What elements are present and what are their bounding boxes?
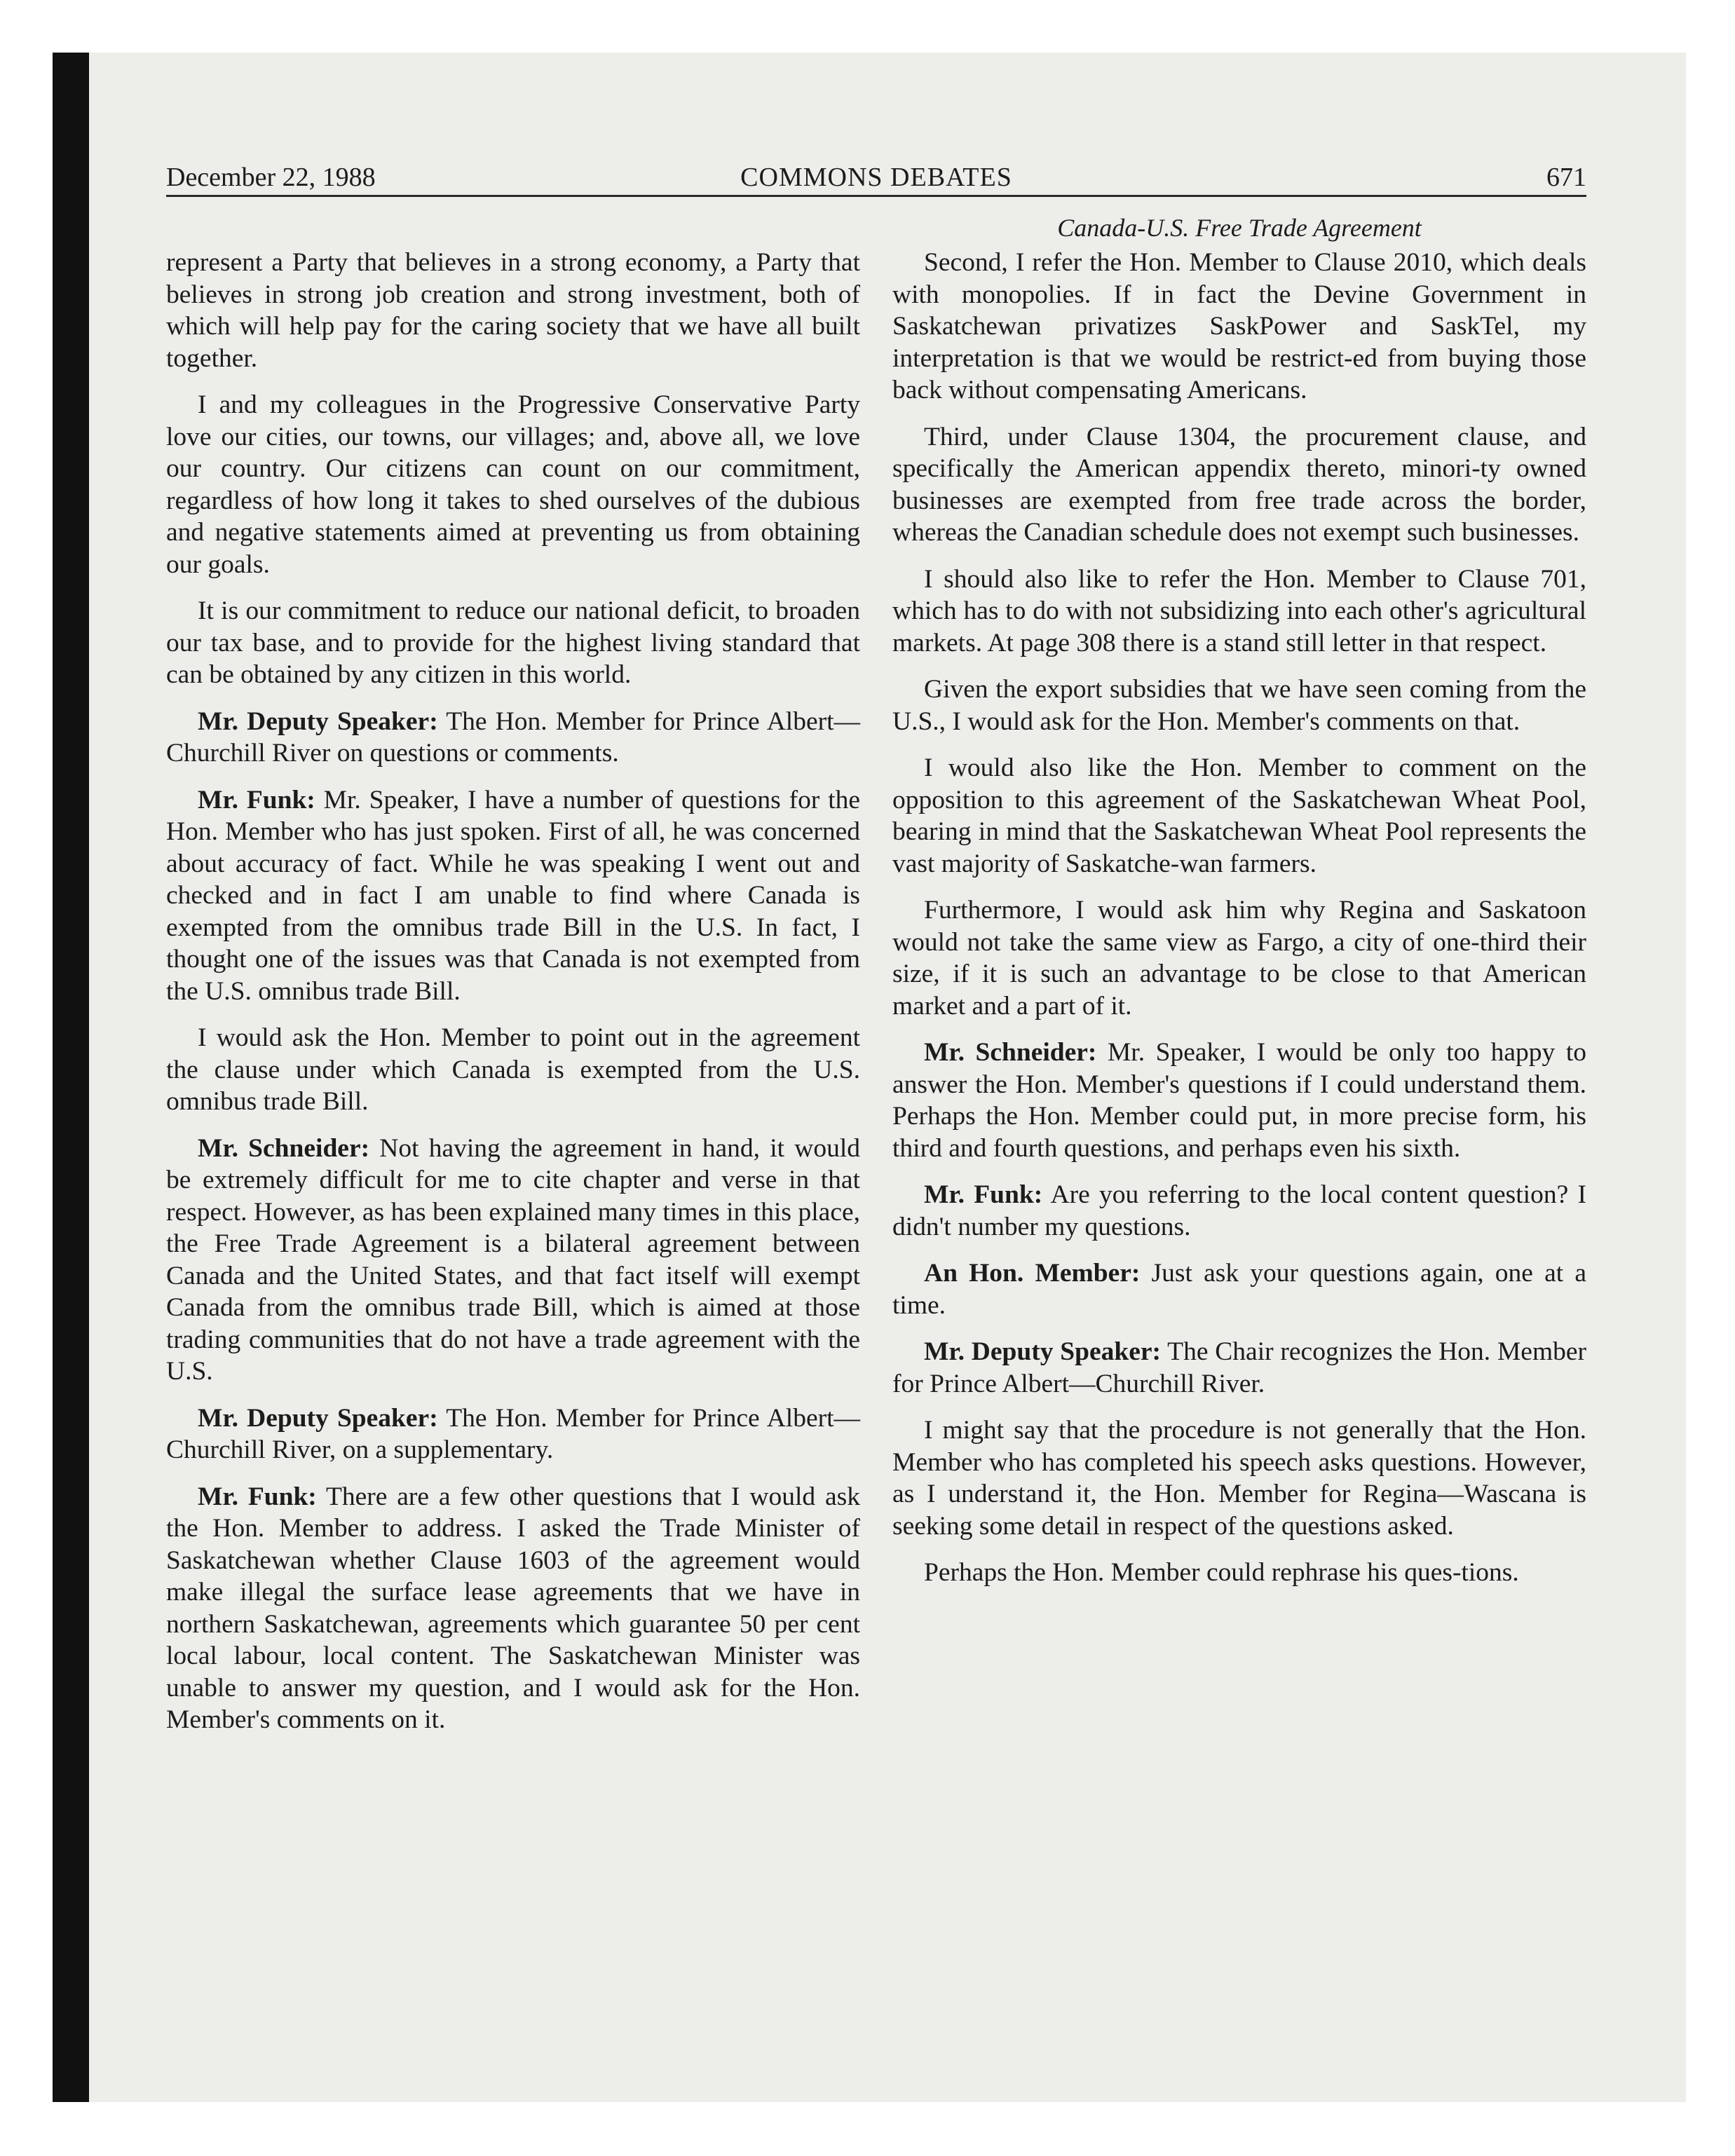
header-date: December 22, 1988: [166, 163, 376, 192]
paragraph-text: Furthermore, I would ask him why Regina and Saskatoon would not take the same view as Fargo, a city of one-third their size, if it is such an advantage to be close to that American market and a part of it.: [892, 896, 1586, 1021]
speaker-name: Mr. Funk:: [198, 1482, 317, 1511]
speaker-name: An Hon. Member:: [924, 1259, 1141, 1288]
paragraph-text: The Hon. Member for Prince Albert—Churchill River, on a supplementary.: [166, 1403, 861, 1464]
paragraph-text: represent a Party that believes in a strong economy, a Party that believes in strong job creation and strong investment, both of which will help pay for the caring society that we have all built together.: [166, 248, 860, 373]
paragraph: [166, 784, 860, 1008]
paragraph-text: Given the export subsidies that we have seen coming from the U.S., I would ask for the Hon. Member's comments on that.: [892, 675, 1586, 736]
paragraph: [892, 752, 1586, 880]
paragraph-text: It is our commitment to reduce our national deficit, to broaden our tax base, and to provide for the highest living standard that can be obtained by any citizen in this world.: [166, 596, 860, 689]
paragraph: [892, 1037, 1586, 1164]
header-rule: [166, 195, 1586, 197]
speaker-name: Mr. Deputy Speaker:: [198, 707, 438, 736]
paragraph: [166, 1022, 860, 1118]
paragraph: [892, 1557, 1586, 1589]
paragraph: [892, 1257, 1586, 1321]
paragraph: [892, 1414, 1586, 1542]
paragraph: [892, 564, 1586, 660]
paragraph-text: Perhaps the Hon. Member could rephrase his ques-tions.: [924, 1558, 1519, 1587]
paragraph: [166, 1403, 860, 1466]
paragraph: [892, 247, 1586, 407]
paragraph-text: I would ask the Hon. Member to point out in the agreement the clause under which Canada is exempted from the U.S. omnibus trade Bill.: [166, 1023, 860, 1116]
paragraph-text: I should also like to refer the Hon. Member to Clause 701, which has to do with not subsidizing into each other's agricultural markets. At page 308 there is a stand still letter in that respect.: [892, 564, 1586, 657]
paragraph-text: Not having the agreement in hand, it would be extremely difficult for me to cite chapter and verse in that respect. However, as has been explained many times in this place, the Free Trade Agreement is a bilateral agreement between Canada and the United States, and that fact itself will exempt Canada from the omnibus trade Bill, which is aimed at those trading communities that do not have a trade agreement with the U.S.: [166, 1133, 860, 1386]
paragraph: [166, 706, 860, 770]
scan-edge-bar: [53, 53, 89, 2102]
right-column: [892, 247, 1586, 1604]
paragraph: [892, 674, 1586, 737]
paragraph-text: The Hon. Member for Prince Albert—Churchill River on questions or comments.: [166, 707, 861, 767]
paragraph-text: I would also like the Hon. Member to comment on the opposition to this agreement of the Saskatchewan Wheat Pool, bearing in mind that the Saskatchewan Wheat Pool represents the vast majority of Saskatche-wan farmers.: [892, 753, 1586, 878]
paragraph: [166, 247, 860, 374]
paragraph: [166, 1133, 860, 1388]
paragraph: [892, 421, 1586, 549]
speaker-name: Mr. Schneider:: [924, 1038, 1097, 1067]
paragraph-text: Mr. Speaker, I have a number of questions for the Hon. Member who has just spoken. First of all, he was concerned about accuracy of fact. While he was speaking I went out and checked and in fact I am unable to find where Canada is exempted from the omnibus trade Bill in the U.S. In fact, I thought one of the issues was that Canada is not exempted from the U.S. omnibus trade Bill.: [166, 785, 861, 1006]
paragraph: [166, 595, 860, 691]
paragraph-text: Third, under Clause 1304, the procurement clause, and specifically the American appendix thereto, minori-ty owned businesses are exempted from free trade across the border, whereas the Canadian schedule does not exempt such businesses.: [892, 422, 1586, 547]
paragraph: [166, 389, 860, 580]
paragraph-text: Are you referring to the local content question? I didn't number my questions.: [892, 1180, 1587, 1241]
paragraph-text: Second, I refer the Hon. Member to Clause 2010, which deals with monopolies. If in fact the Devine Government in Saskatchewan privatizes SaskPower and SaskTel, my interpretation is that we would be restrict-ed from buying those back without compensating Americans.: [892, 248, 1586, 404]
speaker-name: Mr. Deputy Speaker:: [924, 1337, 1162, 1366]
speaker-name: Mr. Funk:: [924, 1180, 1043, 1209]
paragraph-text: There are a few other questions that I would ask the Hon. Member to address. I asked the Trade Minister of Saskatchewan whether Clause 1603 of the agreement would make illegal the surface lease agreements that we have in northern Saskatchewan, agreements which guarantee 50 per cent local labour, local content. The Saskatchewan Minister was unable to answer my question, and I would ask for the Hon. Member's comments on it.: [166, 1482, 860, 1734]
header-page-number: 671: [1546, 163, 1586, 192]
paragraph-text: The Chair recognizes the Hon. Member for Prince Albert—Churchill River.: [892, 1337, 1587, 1398]
paragraph-text: I and my colleagues in the Progressive Conservative Party love our cities, our towns, our villages; and, above all, we love our country. Our citizens can count on our commitment, regardless of how long it takes to shed ourselves of the dubious and negative statements aimed at preventing us from obtaining our goals.: [166, 390, 860, 579]
paragraph-text: Just ask your questions again, one at a time.: [892, 1259, 1586, 1320]
running-header: [166, 160, 1586, 195]
paragraph: [892, 1179, 1586, 1243]
paragraph: [166, 1481, 860, 1736]
paragraph: [892, 1336, 1586, 1400]
paragraph-text: I might say that the procedure is not generally that the Hon. Member who has completed his speech asks questions. However, as I understand it, the Hon. Member for Regina—Wascana is seeking some detail in respect of the questions asked.: [892, 1416, 1586, 1541]
paragraph-text: Mr. Speaker, I would be only too happy to answer the Hon. Member's questions if I could understand them. Perhaps the Hon. Member could put, in more precise form, his third and fourth questions, and perhaps even his sixth.: [892, 1038, 1586, 1163]
speaker-name: Mr. Funk:: [198, 785, 315, 814]
speaker-name: Mr. Deputy Speaker:: [198, 1403, 438, 1433]
section-heading: Canada-U.S. Free Trade Agreement: [1057, 214, 1422, 242]
paragraph: [892, 894, 1586, 1022]
speaker-name: Mr. Schneider:: [198, 1133, 370, 1163]
left-column: [166, 247, 860, 1751]
header-title: COMMONS DEBATES: [740, 163, 1012, 192]
